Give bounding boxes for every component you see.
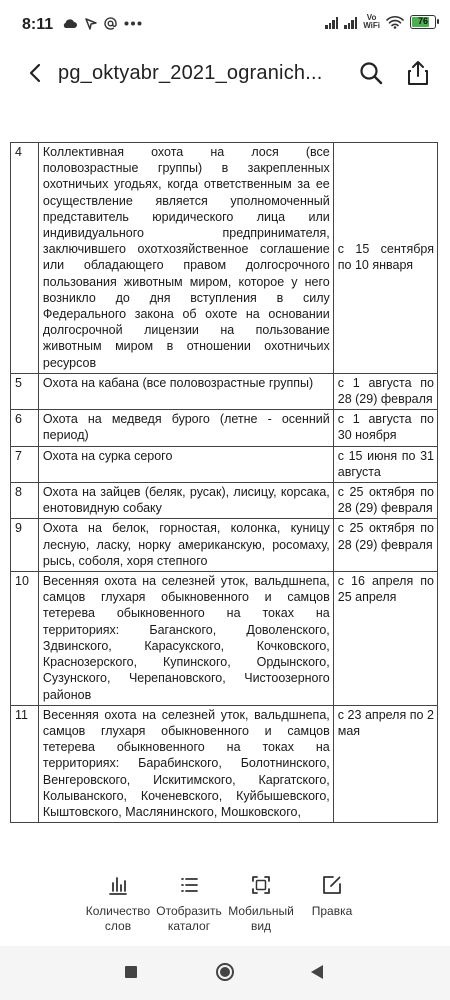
bottom-toolbar <box>0 868 450 938</box>
row-description: Охота на белок, горностая, колонка, куницу лесную, ласку, норку американскую, росомаху, рысь, соболя, хоря степного <box>38 519 333 572</box>
cloud-icon <box>62 18 78 29</box>
mobile-view-label-1: Мобильный <box>228 904 294 918</box>
vowifi-label: Vo WiFi <box>363 13 380 30</box>
row-period: с 15 сентября по 10 января <box>333 143 437 374</box>
row-number: 8 <box>11 483 39 519</box>
table-row <box>11 410 438 446</box>
table-row <box>11 373 438 409</box>
home-icon[interactable] <box>215 962 235 982</box>
at-sign-icon <box>104 17 117 30</box>
search-icon[interactable] <box>358 60 384 86</box>
row-number: 6 <box>11 410 39 446</box>
edit-label: Правка <box>311 904 353 918</box>
row-description: Охота на кабана (все половозрастные группы) <box>38 373 333 409</box>
row-number: 7 <box>11 446 39 482</box>
nav-back-icon[interactable] <box>309 963 325 981</box>
navigation-icon <box>85 18 97 30</box>
mobile-view-label-2: вид <box>250 919 272 933</box>
table-row <box>11 705 438 822</box>
signal-icon-2 <box>344 16 357 29</box>
row-description: Весенняя охота на селезней уток, вальдшнепа, самцов глухаря обыкновенного и самцов тетерева обыкновенного на токах на территориях: Барабинского, Болотнинского, Венгеровского, Искитимского, Каргатского, Колыванского, Коченевского, Куйбышевского, Кыштовского, Маслянинского, Мошковского, <box>38 705 333 822</box>
wifi-icon <box>386 15 404 29</box>
row-period: с 1 августа по 28 (29) февраля <box>333 373 437 409</box>
back-arrow-icon[interactable] <box>24 61 48 85</box>
row-description: Охота на зайцев (беляк, русак), лисицу, корсака, енотовидную собаку <box>38 483 333 519</box>
show-catalog-label-2: каталог <box>167 919 211 933</box>
table-row <box>11 483 438 519</box>
row-description: Весенняя охота на селезней уток, вальдшнепа, самцов глухаря обыкновенного и самцов тетерева обыкновенного на токах на территориях: Баганского, Доволенского, Здвинского, Карасукского, Кочковского, Краснозерского, Купинского, Ордынского, Сузунского, Черепановского, Чистоозерного районов <box>38 572 333 706</box>
table-row <box>11 572 438 706</box>
status-bar <box>0 0 450 44</box>
row-description: Охота на сурка серого <box>38 446 333 482</box>
row-number: 5 <box>11 373 39 409</box>
system-nav-bar <box>0 946 450 1000</box>
battery-icon <box>410 15 436 29</box>
row-period: с 25 октября по 28 (29) февраля <box>333 483 437 519</box>
row-period: с 1 августа по 30 ноября <box>333 410 437 446</box>
edit-icon <box>321 874 343 896</box>
word-count-label-1: Количество <box>85 904 151 918</box>
row-description: Охота на медведя бурого (летне - осенний период) <box>38 410 333 446</box>
table-row <box>11 446 438 482</box>
table-row <box>11 519 438 572</box>
row-period: с 16 апреля по 25 апреля <box>333 572 437 706</box>
status-right-icons <box>325 14 436 30</box>
row-number: 11 <box>11 705 39 822</box>
more-dots-icon <box>124 21 142 26</box>
signal-icon <box>325 16 338 29</box>
table-row <box>11 143 438 374</box>
bar-chart-icon <box>107 874 129 896</box>
hunting-seasons-table <box>10 142 438 823</box>
status-time: 8:11 <box>22 16 54 33</box>
row-period: с 15 июня по 31 августа <box>333 446 437 482</box>
row-period: с 23 апреля по 2 мая <box>333 705 437 822</box>
app-bar <box>0 44 450 104</box>
show-catalog-label-1: Отобразить <box>156 904 222 918</box>
word-count-label-2: слов <box>104 919 132 933</box>
recent-apps-icon[interactable] <box>125 966 137 978</box>
row-description: Коллективная охота на лося (все половозрастные группы) в закрепленных охотничьих угодьях, когда ответственным за ее осуществление является уполномоченный представитель юридического лица или индивидуального предпринимателя, заключившего охотхозяйственное соглашение или обладающего правом долгосрочного пользования животным миром, которое у него возникло до дня вступления в силу Федерального закона об охоте на основании долгосрочной лицензии на пользование животным миром в отношении охотничьих ресурсов <box>38 143 333 374</box>
row-number: 10 <box>11 572 39 706</box>
document-title: pg_oktyabr_2021_ogranich... <box>58 62 323 84</box>
list-icon <box>178 874 200 896</box>
mobile-view-icon <box>250 874 272 896</box>
battery-level: 76 <box>417 16 428 26</box>
row-period: с 25 октября по 28 (29) февраля <box>333 519 437 572</box>
edit-button[interactable] <box>289 868 375 919</box>
notification-icons <box>62 17 142 30</box>
row-number: 4 <box>11 143 39 374</box>
share-icon[interactable] <box>405 59 431 87</box>
row-number: 9 <box>11 519 39 572</box>
